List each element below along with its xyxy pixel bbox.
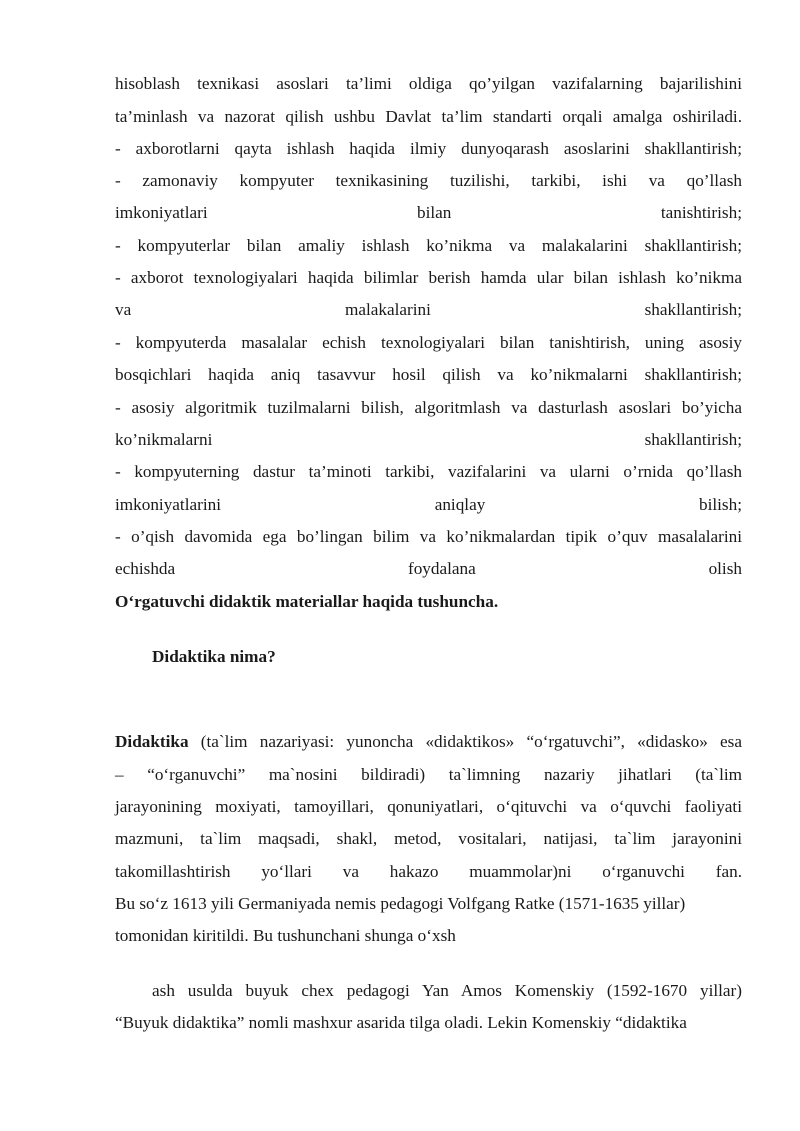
text-line: - axborot texnologiyalari haqida bilimlar berish hamda ular bilan ishlash ko’nikma — [115, 268, 742, 287]
text-line: Bu so‘z 1613 yili Germaniyada nemis pedagogi Volfgang Ratke (1571-1635 yillar) — [115, 894, 686, 913]
definition-text: (ta`lim nazariyasi: yunoncha «didaktikos» “o‘rgatuvchi”, «didasko» esa — [188, 732, 742, 751]
text-line: imkoniyatlarini aniqlay bilish; — [115, 495, 742, 514]
text-line: - zamonaviy kompyuter texnikasining tuzilishi, tarkibi, ishi va qo’llash — [115, 171, 742, 190]
text-line: ash usulda buyuk chex pedagogi Yan Amos Komenskiy (1592-1670 yillar) — [152, 981, 742, 1000]
text-line: - kompyuterda masalalar echish texnologiyalari bilan tanishtirish, uning asosiy — [115, 333, 742, 352]
text-line: “Buyuk didaktika” nomli mashxur asarida tilga oladi. Lekin Komenskiy “didaktika — [115, 1013, 687, 1032]
text-line: - asosiy algoritmik tuzilmalarni bilish, algoritmlash va dasturlash asoslari bo’yicha — [115, 398, 742, 417]
text-line: - o’qish davomida ega bo’lingan bilim va ko’nikmalardan tipik o’quv masalalarini — [115, 527, 742, 546]
text-line: - kompyuterning dastur ta’minoti tarkibi, vazifalarini va ularni o’rnida qo’llash — [115, 462, 742, 481]
definition-line — [115, 731, 742, 753]
text-line: ta’minlash va nazorat qilish ushbu Davlat ta’lim standarti orqali amalga oshiriladi. — [115, 107, 742, 126]
text-line: tomonidan kiritildi. Bu tushunchani shunga o‘xsh — [115, 926, 456, 945]
text-line: ko’nikmalarni shakllantirish; — [115, 430, 742, 449]
text-line: hisoblash texnikasi asoslari ta’limi oldiga qo’yilgan vazifalarning bajarilishini — [115, 74, 742, 93]
text-line: – “o‘rganuvchi” ma`nosini bildiradi) ta`limning nazariy jihatlari (ta`lim — [115, 765, 742, 784]
text-line: - axborotlarni qayta ishlash haqida ilmiy dunyoqarash asoslarini shakllantirish; — [115, 139, 742, 158]
text-line: - kompyuterlar bilan amaliy ishlash ko’nikma va malakalarini shakllantirish; — [115, 236, 742, 255]
term-didaktika: Didaktika — [115, 732, 189, 751]
text-line: jarayonining moxiyati, tamoyillari, qonuniyatlari, o‘qituvchi va o‘quvchi faoliyati — [115, 797, 742, 816]
text-line: va malakalarini shakllantirish; — [115, 300, 742, 319]
text-line: echishda foydalana olish — [115, 559, 742, 578]
text-line: mazmuni, ta`lim maqsadi, shakl, metod, vositalari, natijasi, ta`lim jarayonini — [115, 829, 742, 848]
text-line: takomillashtirish yo‘llari va hakazo muammolar)ni o‘rganuvchi fan. — [115, 862, 742, 881]
text-line: bosqichlari haqida aniq tasavvur hosil qilish va ko’nikmalarni shakllantirish; — [115, 365, 742, 384]
subheading-question: Didaktika nima? — [152, 647, 276, 666]
text-line: imkoniyatlari bilan tanishtirish; — [115, 203, 742, 222]
section-heading: O‘rgatuvchi didaktik materiallar haqida tushuncha. — [115, 592, 499, 611]
